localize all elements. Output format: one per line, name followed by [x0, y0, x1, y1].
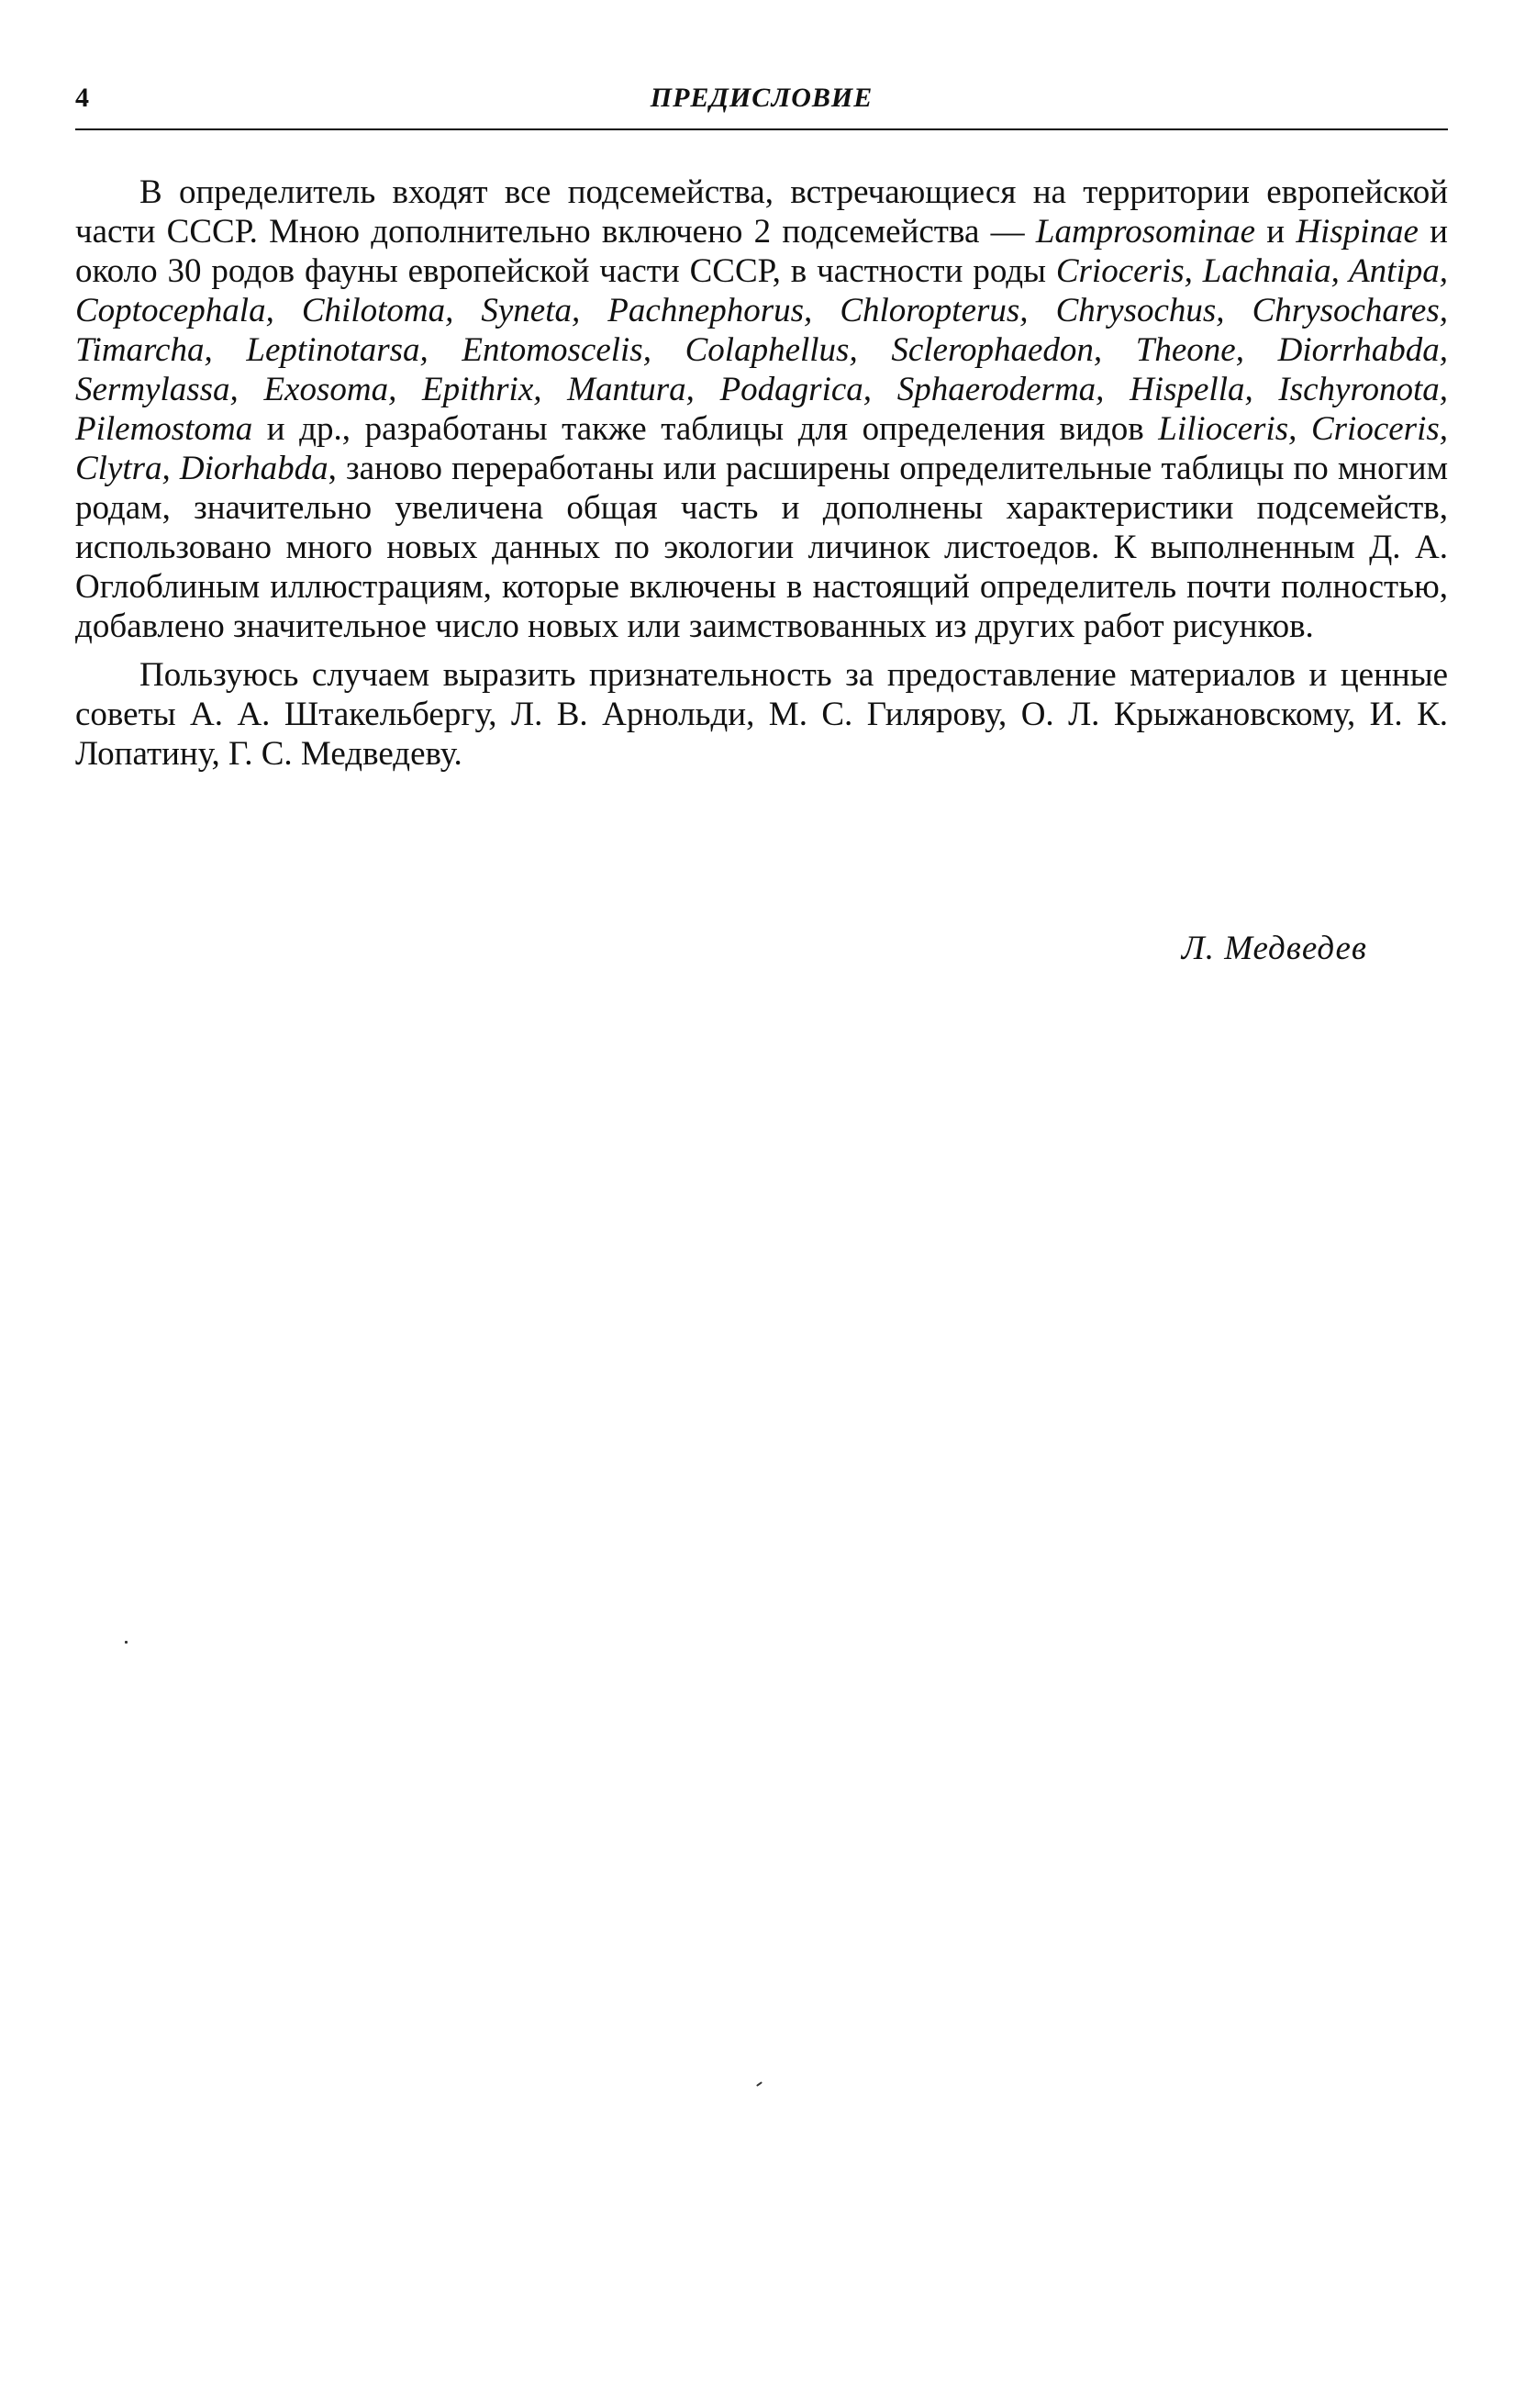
page-number: 4	[75, 83, 89, 113]
paragraph-2: Пользуюсь случаем выразить признательность за предоставление материалов и ценные советы А. А. Штакельбергу, Л. В. Арнольди, М. С. Гилярову, О. Л. Крыжановскому, И. К. Лопатину, Г. С. Медведеву.	[75, 656, 1448, 773]
p1-text-3: и около 30 родов фауны европейской части СССР, в частности роды	[75, 213, 1448, 290]
page-header	[75, 83, 1448, 128]
p1-text-4: и др., разработаны также таблицы для определения видов	[252, 410, 1159, 448]
preface-body	[75, 173, 1448, 774]
header-rule	[75, 128, 1448, 130]
p1-italic-1: Lamprosominae	[1035, 213, 1256, 251]
paragraph-1	[75, 173, 1448, 646]
scan-speck	[756, 2081, 762, 2087]
running-title: ПРЕДИСЛОВИЕ	[650, 83, 874, 113]
p1-text-5: , заново переработаны или расширены определительные таблицы по многим родам, значительно увеличена общая часть и дополнены характеристики подсемейств, использовано много новых данных по экологии личинок листоедов. К выполненным Д. А. Оглоблиным иллюстрациям, которые включены в настоящий определитель почти полностью, добавлено значительное число новых или заимствованных из других работ рисунков.	[75, 450, 1448, 645]
scan-speck	[125, 1641, 128, 1644]
p1-italic-4: Lilioceris, Crioceris, Clytra, Diorhabda	[75, 410, 1448, 487]
author-signature: Л. Медведев	[1181, 930, 1367, 967]
p1-italic-3: Crioceris, Lachnaia, Antipa, Coptocephala, Chilotoma, Syneta, Pachnephorus, Chloropterus, Chrysochus, Chrysochares, Timarcha, Leptinotarsa, Entomoscelis, Colaphellus, Sclerophaedon, Theone, Diorrhabda, Sermylassa, Exosoma, Epithrix, Mantura, Podagrica, Sphaeroderma, Hispella, Ischyronota, Pilemostoma	[75, 252, 1448, 448]
p1-italic-2: Hispinae	[1296, 213, 1419, 251]
p1-text-2: и	[1255, 213, 1297, 251]
p1-text-1: В определитель входят все подсемейства, встречающиеся на территории европейской части СССР. Мною дополнительно включено 2 подсемейства —	[75, 173, 1448, 251]
